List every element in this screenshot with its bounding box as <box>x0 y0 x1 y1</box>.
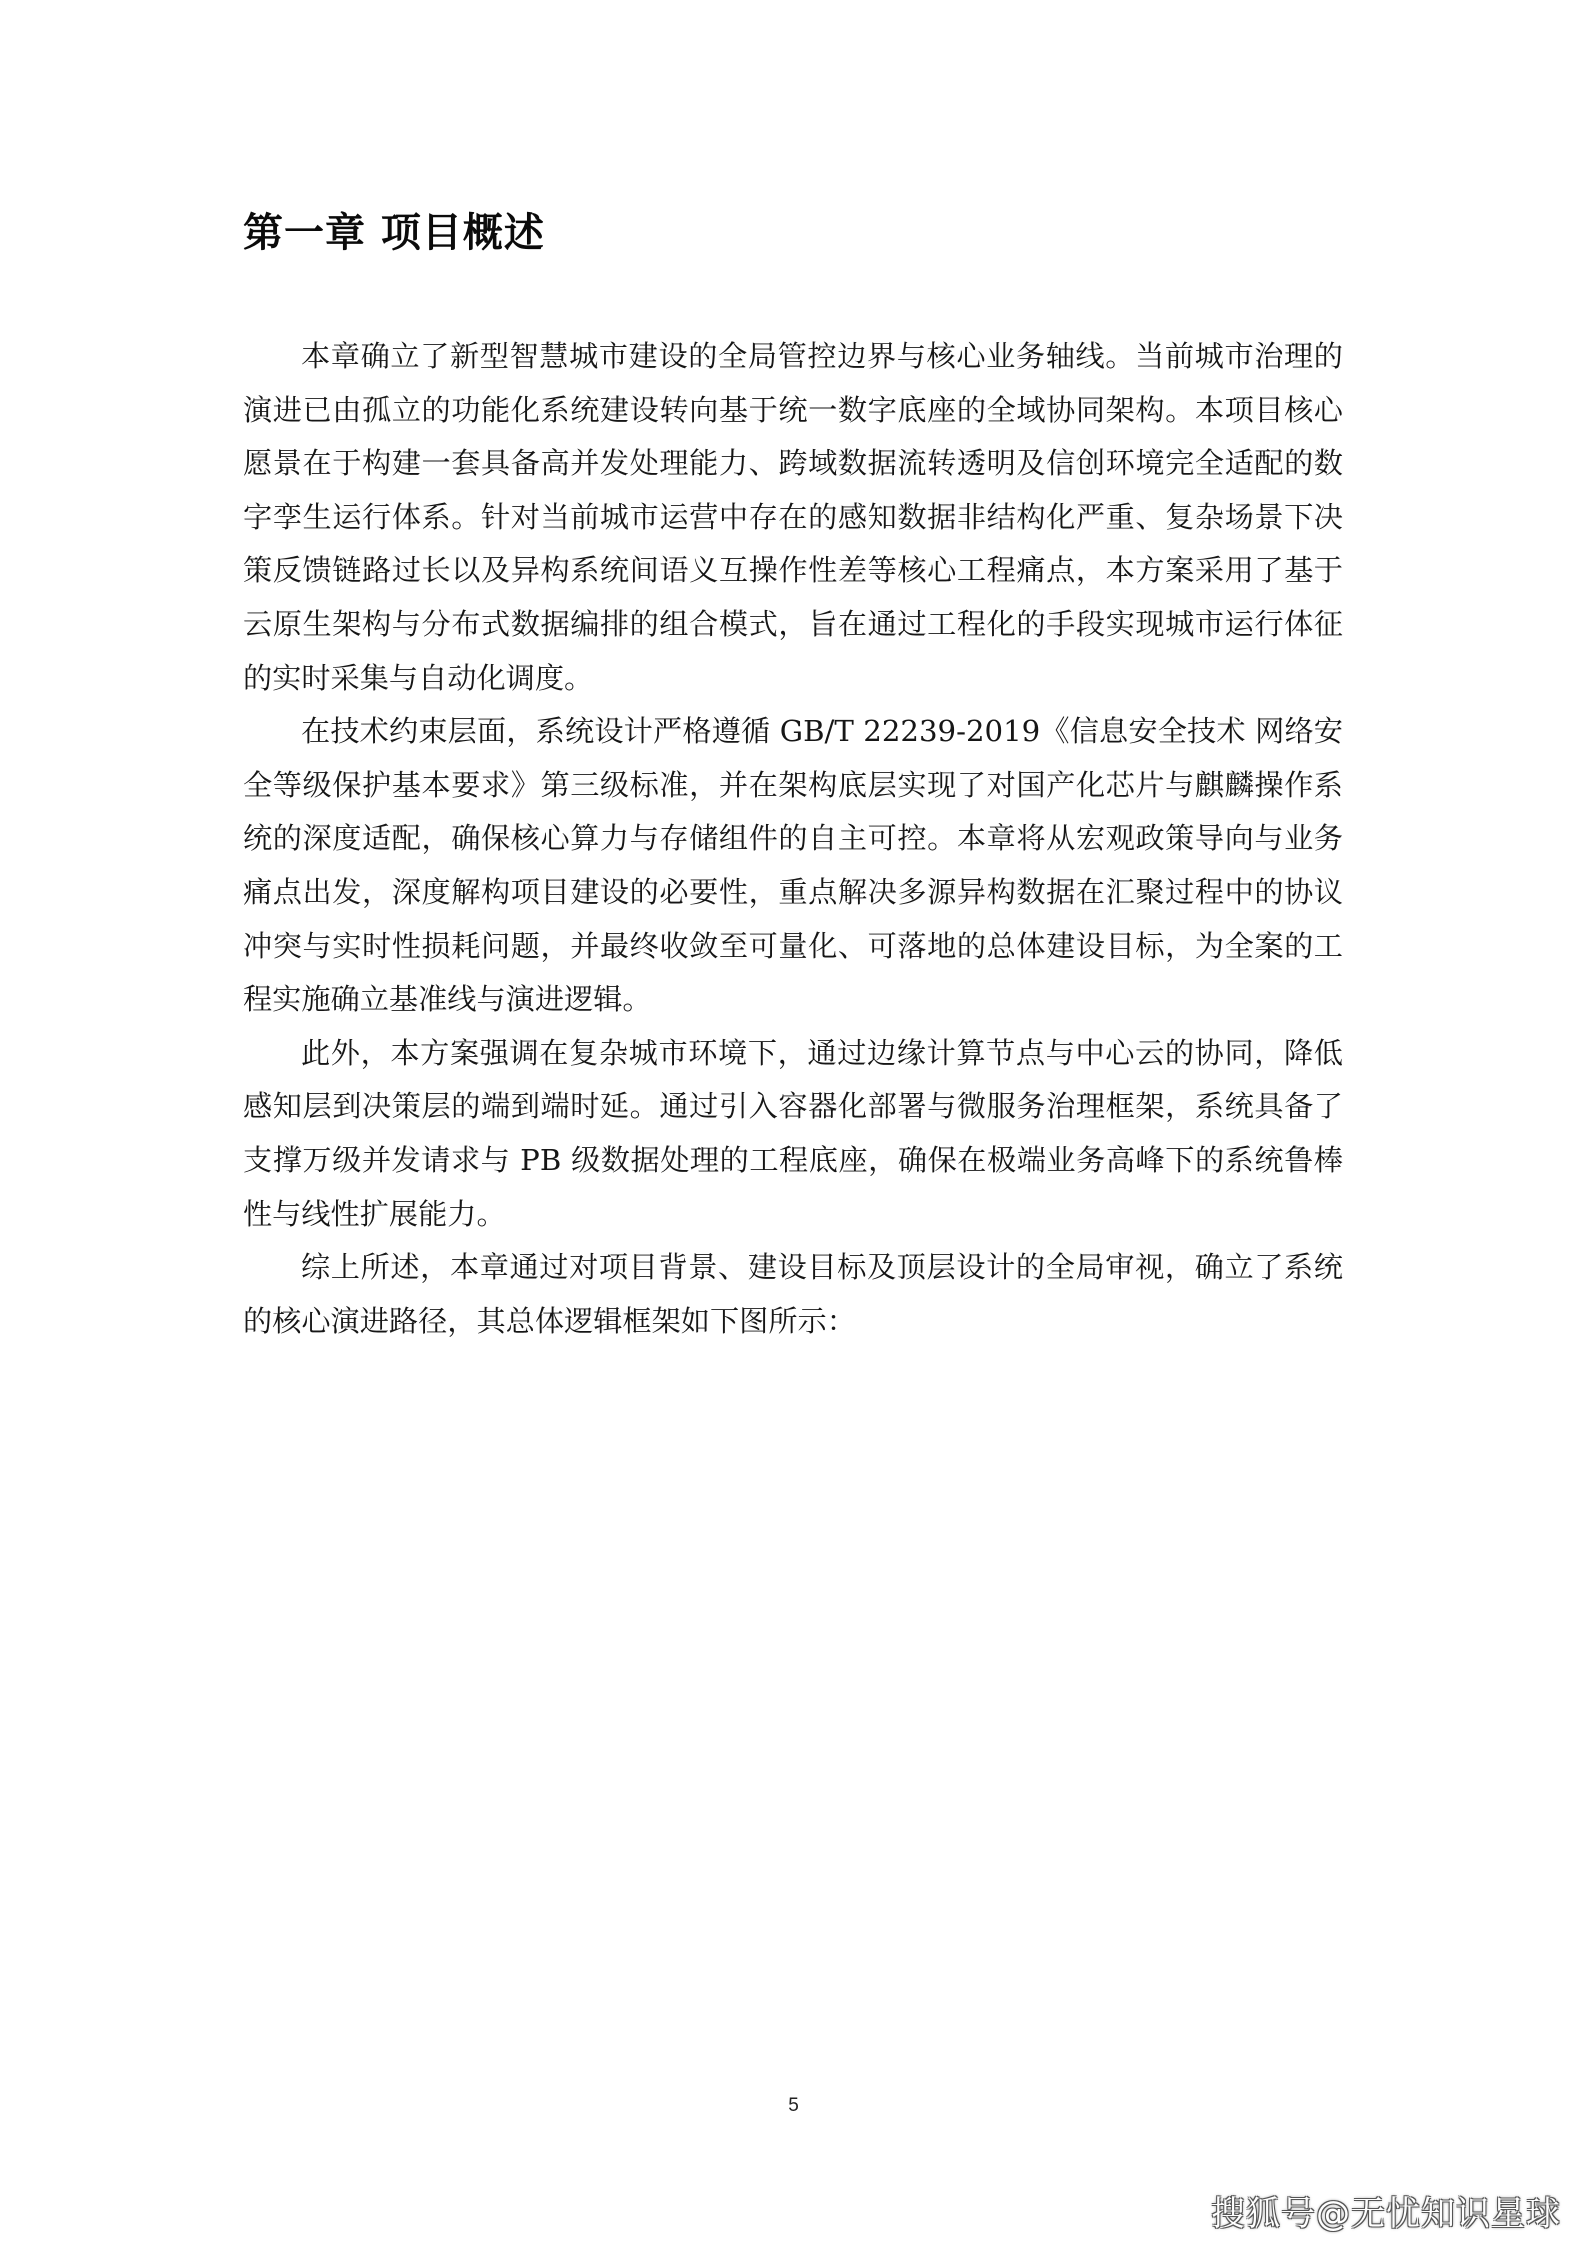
paragraph-technical-constraints: 在技术约束层面，系统设计严格遵循 GB/T 22239-2019《信息安全技术 网络安全等级保护基本要求》第三级标准，并在架构底层实现了对国产化芯片与麒麟操作系统的深度适配，确保核心算力与存储组件的自主可控。本章将从宏观政策导向与业务痛点出发，深度解构项目建设的必要性，重点解决多源异构数据在汇聚过程中的协议冲突与实时性损耗问题，并最终收敛至可量化、可落地的总体建设目标，为全案的工程实施确立基准线与演进逻辑。 <box>243 714 1343 1017</box>
watermark: 搜狐号@无忧知识星球 <box>1211 2194 1561 2234</box>
paragraph-summary: 综上所述，本章通过对项目背景、建设目标及顶层设计的全局审视，确立了系统的核心演进路径，其总体逻辑框架如下图所示： <box>243 1250 1343 1338</box>
paragraph-intro: 本章确立了新型智慧城市建设的全局管控边界与核心业务轴线。当前城市治理的演进已由孤立的功能化系统建设转向基于统一数字底座的全域协同架构。本项目核心愿景在于构建一套具备高并发处理能力、跨域数据流转透明及信创环境完全适配的数字孪生运行体系。针对当前城市运营中存在的感知数据非结构化严重、复杂场景下决策反馈链路过长以及异构系统间语义互操作性差等核心工程痛点，本方案采用了基于云原生架构与分布式数据编排的组合模式，旨在通过工程化的手段实现城市运行体征的实时采集与自动化调度。 <box>243 339 1343 695</box>
page-number: 5 <box>788 2095 799 2116</box>
body-text <box>243 330 1343 1348</box>
paragraph-edge-computing: 此外，本方案强调在复杂城市环境下，通过边缘计算节点与中心云的协同，降低感知层到决策层的端到端时延。通过引入容器化部署与微服务治理框架，系统具备了支撑万级并发请求与 PB 级数据处理的工程底座，确保在极端业务高峰下的系统鲁棒性与线性扩展能力。 <box>243 1035 1343 1231</box>
chapter-title: 第一章 项目概述 <box>243 210 545 256</box>
